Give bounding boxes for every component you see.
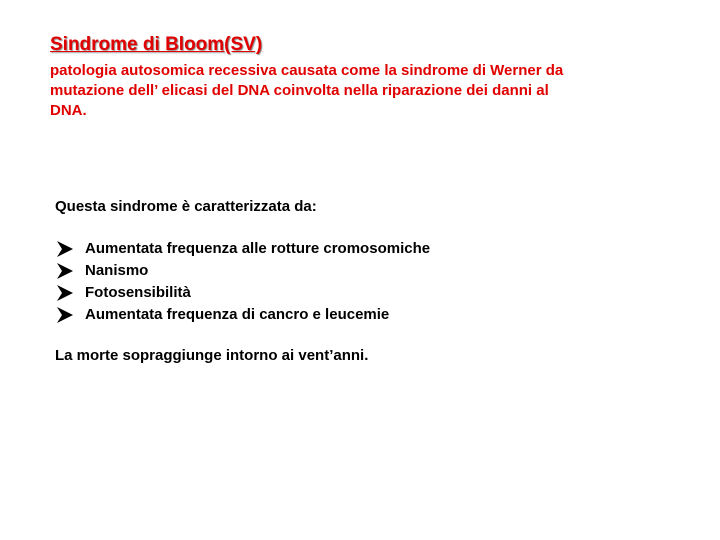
list-item-label: Aumentata frequenza di cancro e leucemie xyxy=(85,306,390,323)
slide-title: Sindrome di Bloom(SV) xyxy=(50,34,263,55)
list-item-label: Nanismo xyxy=(85,262,149,279)
arrow-bullet-icon xyxy=(55,304,75,326)
intro-paragraph xyxy=(50,61,690,121)
arrow-bullet-icon xyxy=(55,282,75,304)
arrow-bullet-icon xyxy=(55,238,75,260)
intro-line: mutazione dell’ elicasi del DNA coinvolta nella riparazione dei danni al xyxy=(50,82,549,99)
intro-line: patologia autosomica recessiva causata come la sindrome di Werner da xyxy=(50,62,564,79)
list-item-label: Fotosensibilità xyxy=(85,284,191,301)
arrow-bullet-icon xyxy=(55,260,75,282)
intro-line: DNA. xyxy=(50,102,87,119)
closing-statement: La morte sopraggiunge intorno ai vent’anni. xyxy=(55,347,369,364)
list-item-label: Aumentata frequenza alle rotture cromosomiche xyxy=(85,240,431,257)
features-lead: Questa sindrome è caratterizzata da: xyxy=(55,198,317,215)
